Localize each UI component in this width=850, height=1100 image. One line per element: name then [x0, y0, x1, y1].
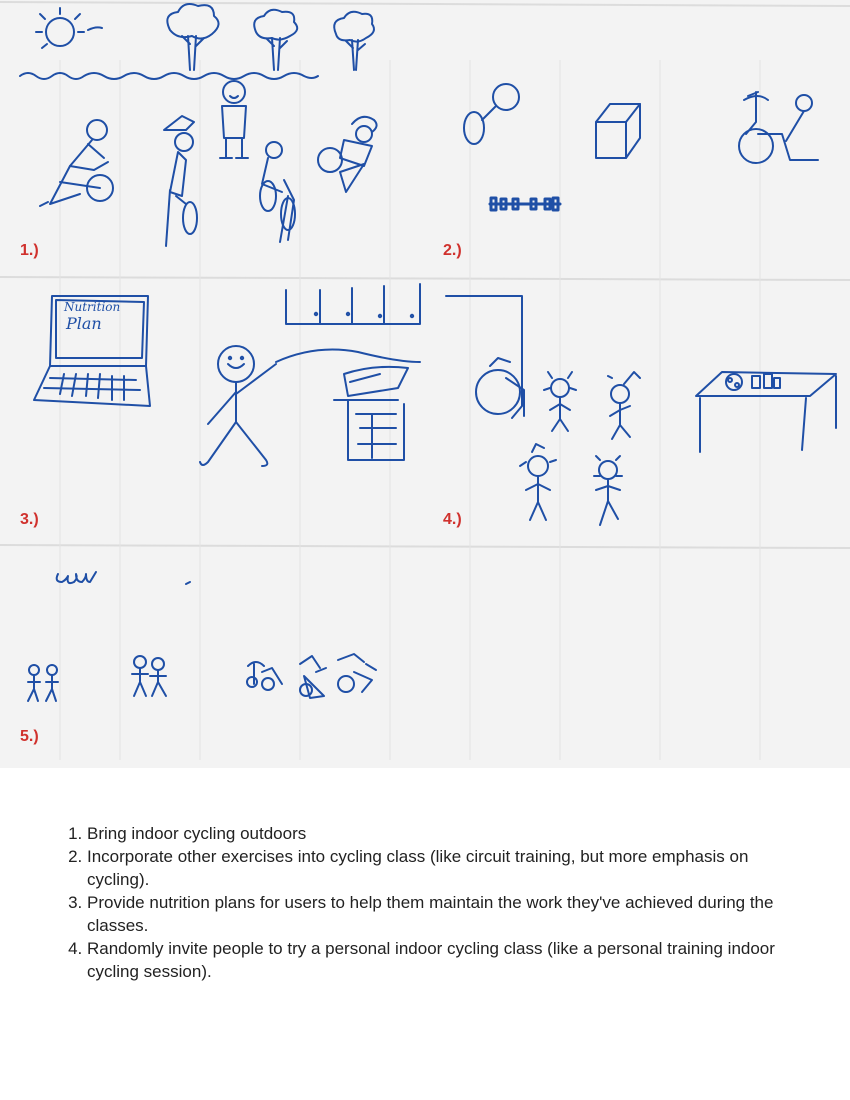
tree-icon: [334, 12, 374, 70]
tree-icon: [167, 4, 218, 70]
panel-2-equipment-sketch: [464, 84, 818, 210]
cyclist-figure: [40, 120, 113, 206]
person-figure: [608, 372, 640, 439]
scribble: [57, 572, 96, 583]
person-figure: [150, 658, 166, 696]
person-figure: [132, 656, 148, 696]
screen-word-nutrition: Nutrition: [64, 300, 121, 314]
tree-icon: [254, 10, 297, 70]
idea-item: 4. Randomly invite people to try a personal indoor cycling class (like a personal training indoor cycling session).: [87, 937, 807, 983]
table-with-food-icon: [696, 372, 836, 452]
cyclist-figure: [338, 654, 376, 692]
panel-label-4: 4.): [443, 511, 462, 528]
barbell-icon: [490, 198, 560, 210]
scribble: [186, 582, 190, 584]
stationary-bike-icon: [446, 296, 524, 418]
kitchen-cabinets-icon: [286, 284, 420, 324]
sun-icon: [36, 8, 102, 48]
kitchen-counter-icon: [276, 350, 420, 460]
cyclist-figure: [318, 117, 377, 192]
panel-label-5: 5.): [20, 728, 39, 745]
person-figure: [220, 81, 248, 158]
panel-label-1: 1.): [20, 242, 39, 259]
person-figure: [46, 665, 58, 701]
panel-5-group-sketch: [28, 572, 376, 701]
panel-label-3: 3.): [20, 511, 39, 528]
panel-label-2: 2.): [443, 242, 462, 259]
idea-item: 2. Incorporate other exercises into cycling class (like circuit training, but more emphasis on cycling).: [87, 845, 807, 891]
paper-folds: [0, 2, 850, 548]
person-figure: [594, 456, 622, 525]
idea-item: 1. Bring indoor cycling outdoors: [87, 822, 807, 845]
cyclist-figure: [300, 656, 326, 698]
plyo-box-icon: [596, 104, 640, 158]
ideas-list: [60, 822, 807, 983]
cyclist-figure: [164, 116, 197, 246]
stick-figure-eating: [200, 346, 276, 466]
panel-4-personal-class-sketch: [446, 296, 836, 525]
grass-line: [20, 73, 318, 79]
dumbbell-icon: [464, 84, 519, 144]
cyclist-figure: [247, 662, 282, 690]
cyclist-figure: [260, 142, 295, 242]
paper-ghost-grid: [60, 60, 760, 760]
panel-1-outdoor-cycling-sketch: [20, 4, 377, 246]
screen-word-plan: Plan: [66, 314, 102, 333]
person-figure: [520, 444, 556, 520]
idea-item: 3. Provide nutrition plans for users to help them maintain the work they've achieved during the classes.: [87, 891, 807, 937]
person-figure: [28, 665, 40, 701]
stationary-bike-icon: [739, 92, 818, 163]
